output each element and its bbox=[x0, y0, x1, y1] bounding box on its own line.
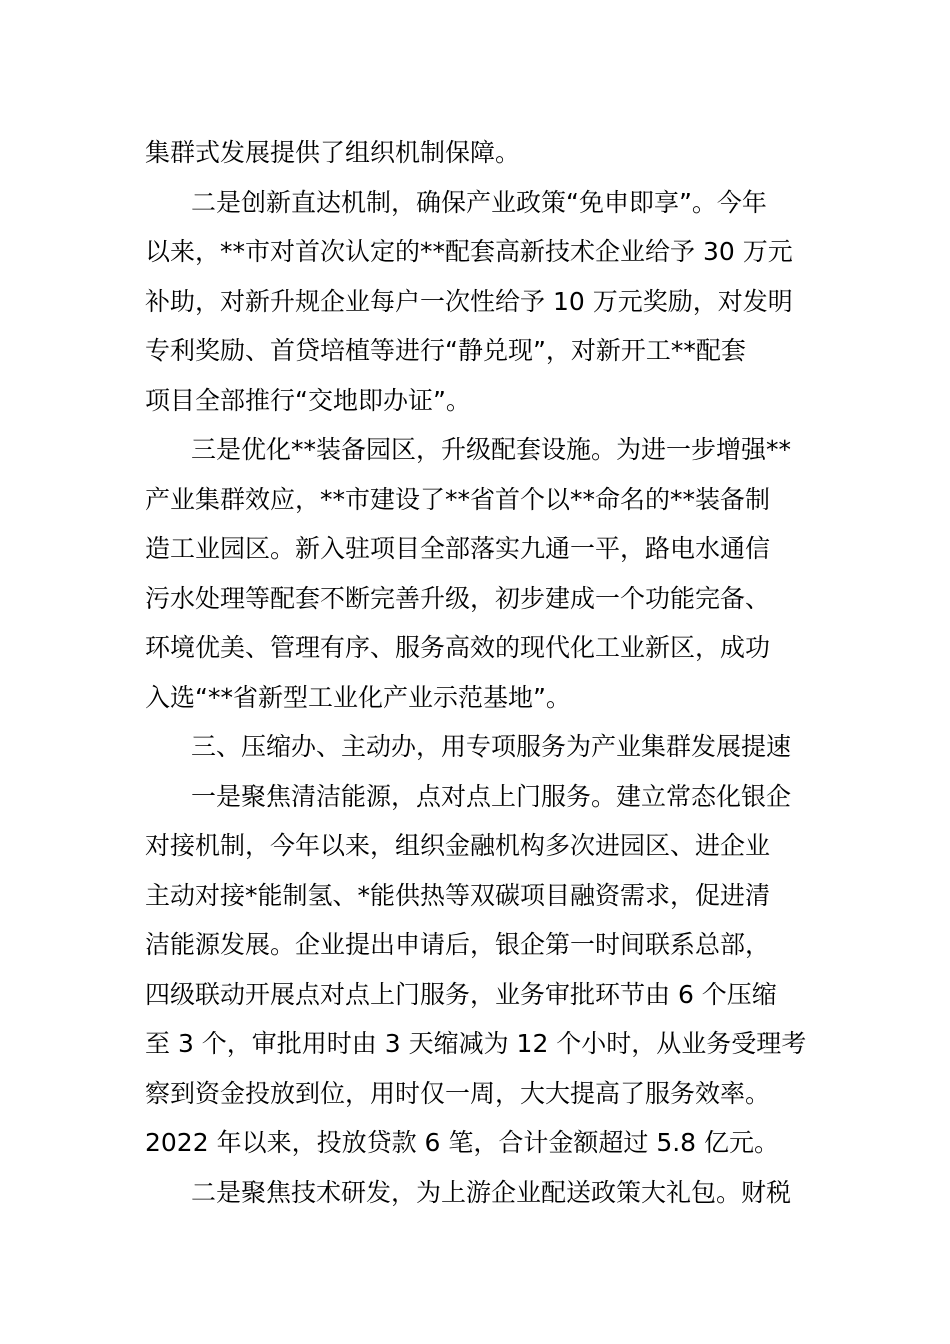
paragraph-line: 一是聚焦清洁能源，点对点上门服务。建立常态化银企 bbox=[191, 781, 792, 811]
paragraph-line: 洁能源发展。企业提出申请后，银企第一时间联系总部， bbox=[145, 930, 771, 959]
paragraph-line: 项目全部推行“交地即办证”。 bbox=[145, 385, 471, 415]
paragraph-line: 产业集群效应，**市建设了**省首个以**命名的**装备制 bbox=[145, 484, 771, 514]
paragraph-line: 环境优美、管理有序、服务高效的现代化工业新区，成功 bbox=[145, 633, 771, 662]
paragraph-line: 二是聚焦技术研发，为上游企业配送政策大礼包。财税 bbox=[191, 1177, 792, 1207]
paragraph-line: 察到资金投放到位，用时仅一周，大大提高了服务效率。 bbox=[145, 1078, 771, 1108]
paragraph-line: 入选“**省新型工业化产业示范基地”。 bbox=[145, 682, 571, 712]
paragraph-line: 至 3 个，审批用时由 3 天缩减为 12 个小时，从业务受理考 bbox=[145, 1029, 807, 1058]
paragraph-line: 2022 年以来，投放贷款 6 笔，合计金额超过 5.8 亿元。 bbox=[145, 1128, 780, 1157]
paragraph-line: 专利奖励、首贷培植等进行“静兑现”，对新开工**配套 bbox=[145, 336, 746, 365]
paragraph-line: 三是优化**装备园区，升级配套设施。为进一步增强** bbox=[191, 435, 792, 464]
paragraph-line: 补助，对新升规企业每户一次性给予 10 万元奖励，对发明 bbox=[145, 286, 793, 316]
document-body bbox=[145, 128, 810, 1217]
paragraph-line: 四级联动开展点对点上门服务，业务审批环节由 6 个压缩 bbox=[145, 979, 777, 1009]
paragraph-line: 对接机制，今年以来，组织金融机构多次进园区、进企业 bbox=[145, 831, 771, 860]
paragraph-line: 主动对接*能制氢、*能供热等双碳项目融资需求，促进清 bbox=[145, 880, 771, 910]
paragraph-line: 以来，**市对首次认定的**配套高新技术企业给予 30 万元 bbox=[145, 237, 793, 266]
paragraph-line: 集群式发展提供了组织机制保障。 bbox=[145, 138, 521, 167]
paragraph-line: 二是创新直达机制，确保产业政策“免申即享”。今年 bbox=[191, 187, 767, 217]
paragraph-line: 污水处理等配套不断完善升级，初步建成一个功能完备、 bbox=[145, 583, 771, 613]
paragraph-line: 造工业园区。新入驻项目全部落实九通一平，路电水通信 bbox=[145, 534, 771, 563]
section-heading: 三、压缩办、主动办，用专项服务为产业集群发展提速 bbox=[191, 732, 792, 761]
